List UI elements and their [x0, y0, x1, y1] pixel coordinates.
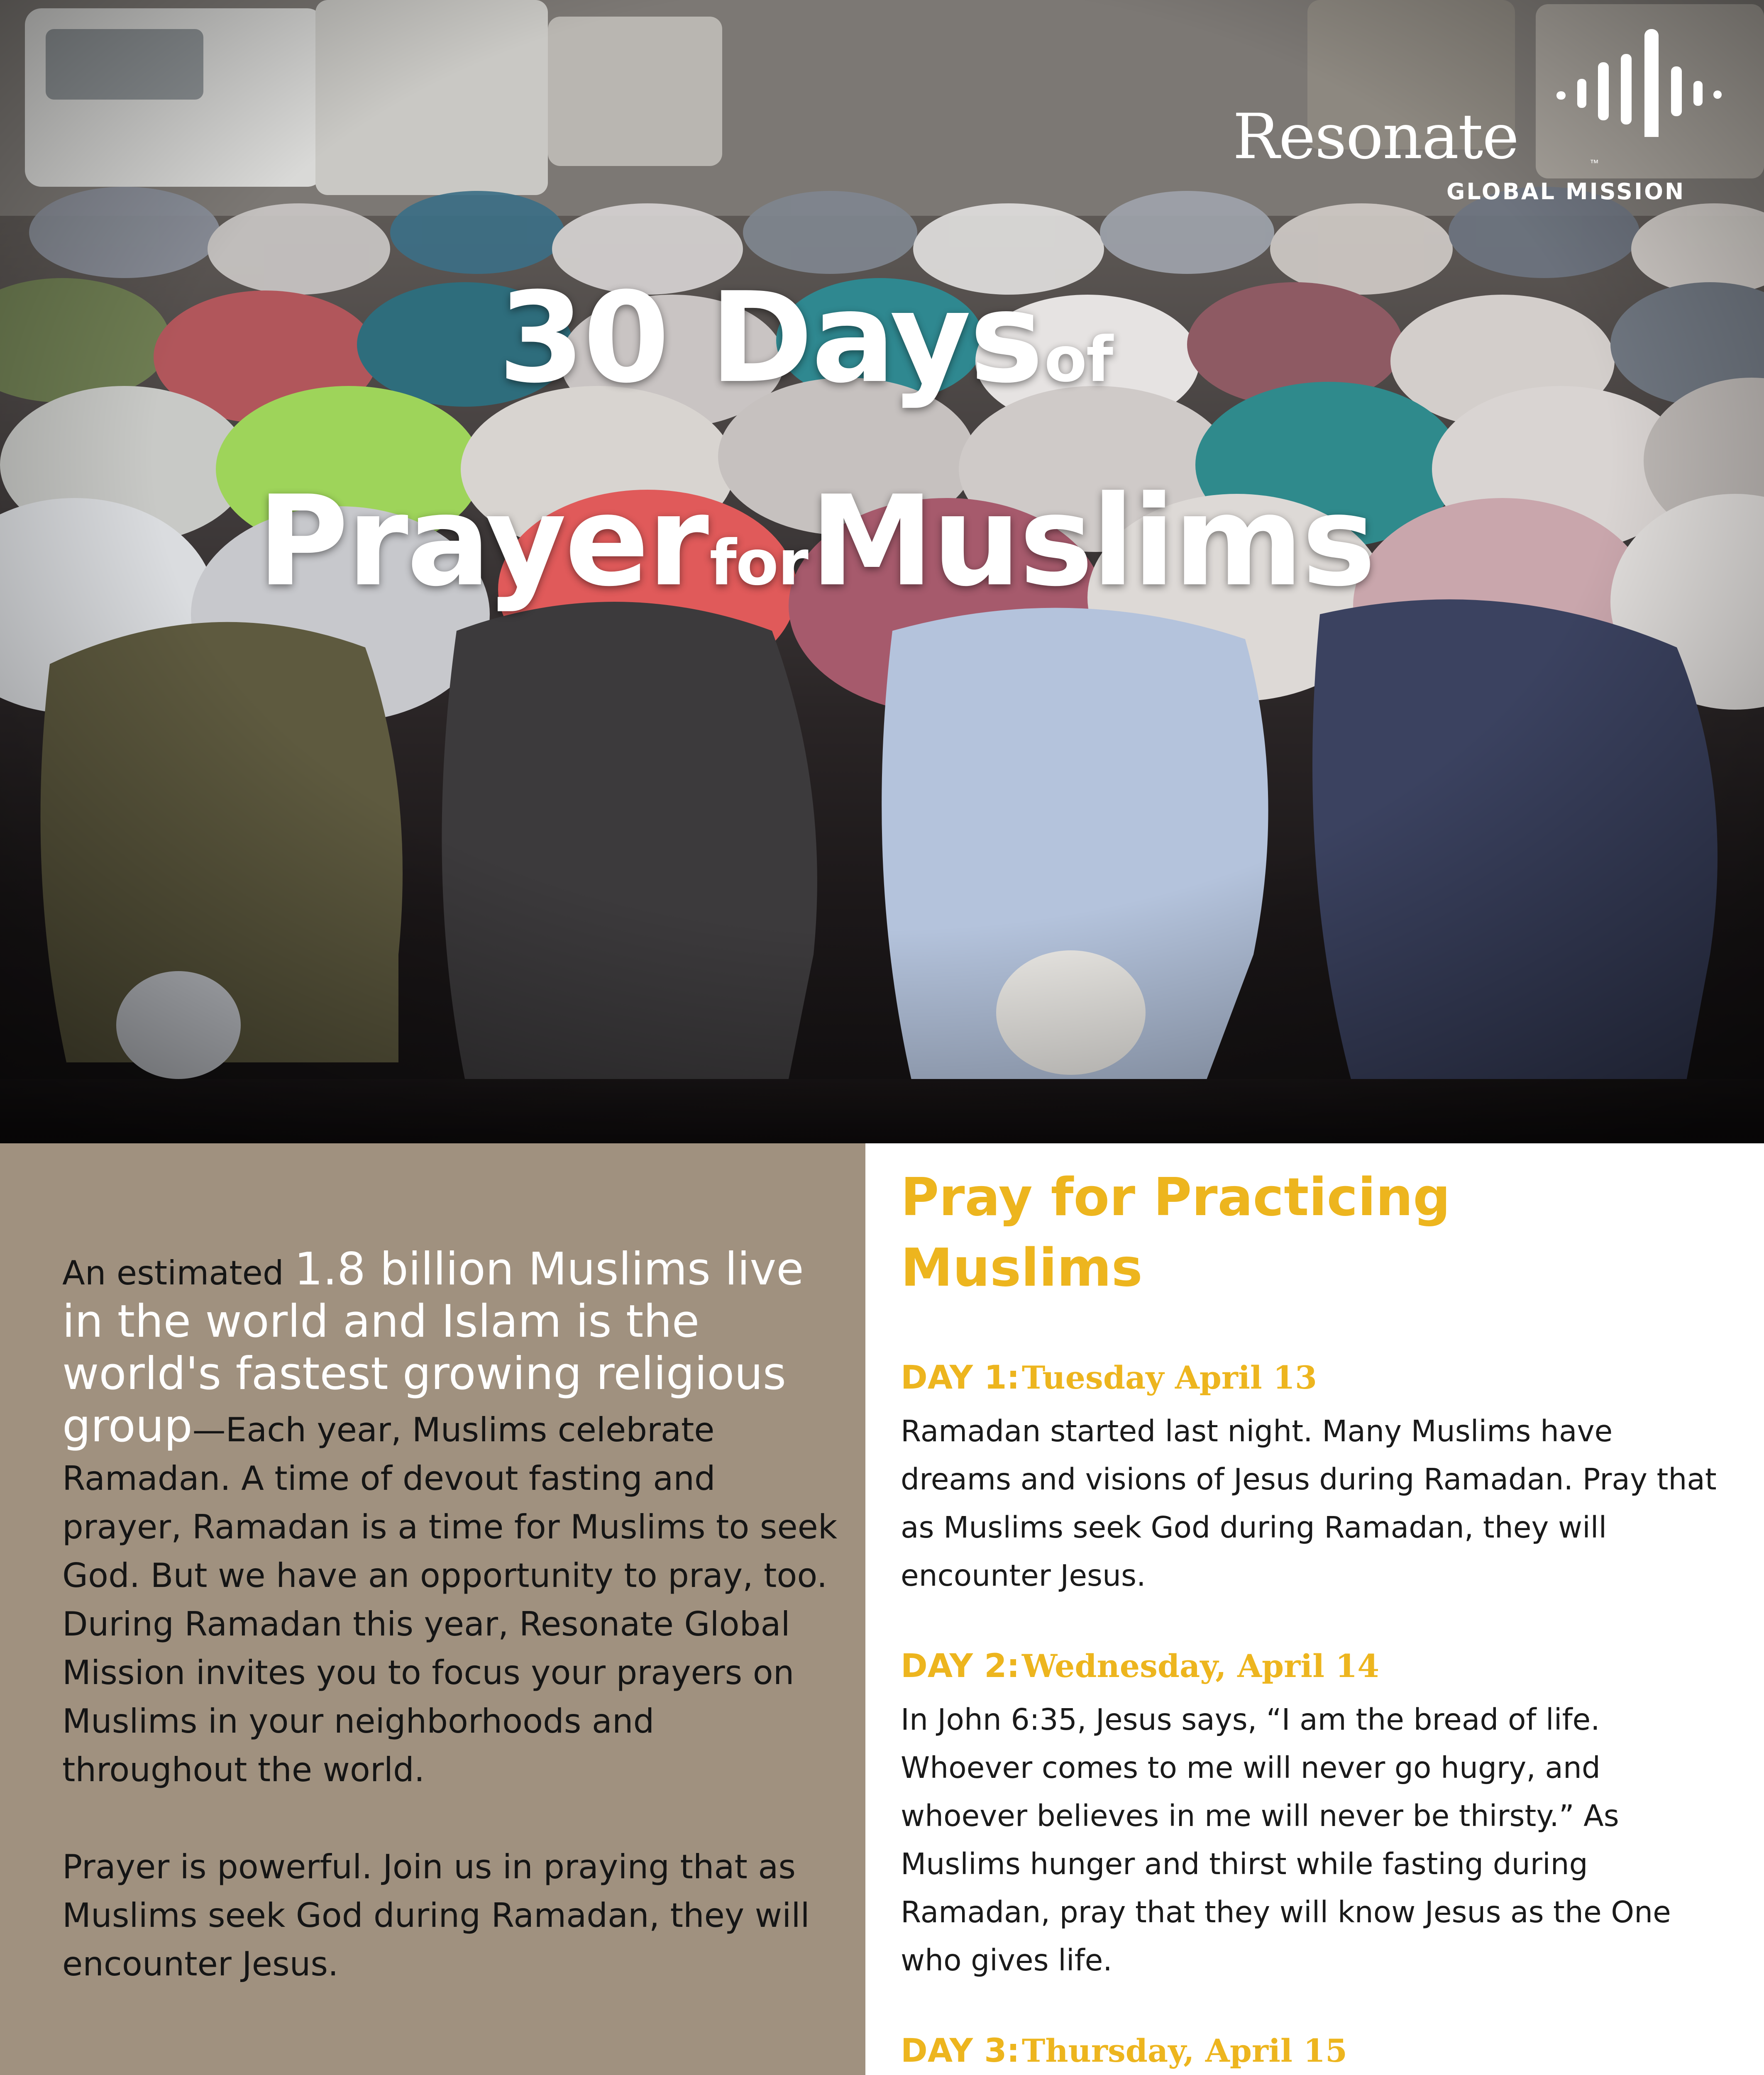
intro-closing: Prayer is powerful. Join us in praying that as Muslims seek God during Ramadan, they will encounter Jesus. [62, 1848, 810, 1983]
prayer-guide [901, 1162, 1727, 2075]
section-title-line-1: Pray for Practicing [901, 1167, 1451, 1228]
day-entry-3 [901, 2030, 1727, 2075]
title-line-1 [498, 266, 1764, 410]
trademark: ™ [1590, 158, 1599, 168]
brand-name: Resonate [1233, 101, 1519, 173]
sound-wave-logo-icon [1548, 29, 1727, 137]
day-heading [901, 2030, 1727, 2075]
day-heading [901, 1645, 1727, 1696]
day-label: DAY 3: [901, 2032, 1020, 2070]
intro-body: —Each year, Muslims celebrate Ramadan. A time of devout fasting and prayer, Ramadan is a time for Muslims to seek God. But we have an opportunity to pray, too. During Ramadan this year, Resonate Global Mission invites you to focus your prayers on Muslims in your neighborhoods and throughout the world. [62, 1411, 838, 1789]
brand-subtitle: GLOBAL MISSION [1446, 178, 1686, 205]
section-title [901, 1162, 1727, 1303]
day-date: Wednesday, April 14 [1021, 1648, 1380, 1684]
day-entry-2 [901, 1645, 1727, 1985]
day-entry-1 [901, 1357, 1727, 1600]
intro-lead: An estimated [62, 1254, 295, 1292]
day-text: In John 6:35, Jesus says, “I am the bread of life. Whoever comes to me will never go hugry, and whoever believes in me will never be thirsty.” As Muslims hunger and thirst while fasting during Ramadan, pray that they will know Jesus as the One who gives life. [901, 1702, 1671, 1977]
day-label: DAY 2: [901, 1648, 1020, 1685]
intro-statistic: 1.8 billion Muslims live in the world and Islam is the world's fastest growing religious group [62, 1243, 804, 1452]
title-muslims: Muslims [810, 469, 1374, 614]
title-line-2 [257, 469, 1764, 614]
resonate-logo [1229, 29, 1727, 212]
day-date: Thursday, April 15 [1021, 2032, 1348, 2069]
intro-text [62, 1245, 843, 1988]
title-prayer: Prayer [257, 469, 708, 614]
section-title-line-2: Muslims [901, 1237, 1143, 1298]
title-for: for [709, 527, 808, 599]
title-of: of [1044, 324, 1113, 396]
day-text: Ramadan started last night. Many Muslims have dreams and visions of Jesus during Ramadan. Pray that as Muslims seek God during Ramadan, they will encounter Jesus. [901, 1414, 1717, 1593]
intro-paragraph [62, 1245, 843, 1794]
day-heading [901, 1357, 1727, 1407]
day-date: Tuesday April 13 [1021, 1359, 1317, 1396]
title-30-days: 30 Days [498, 266, 1042, 410]
day-label: DAY 1: [901, 1359, 1020, 1396]
intro-panel [0, 1143, 865, 2075]
